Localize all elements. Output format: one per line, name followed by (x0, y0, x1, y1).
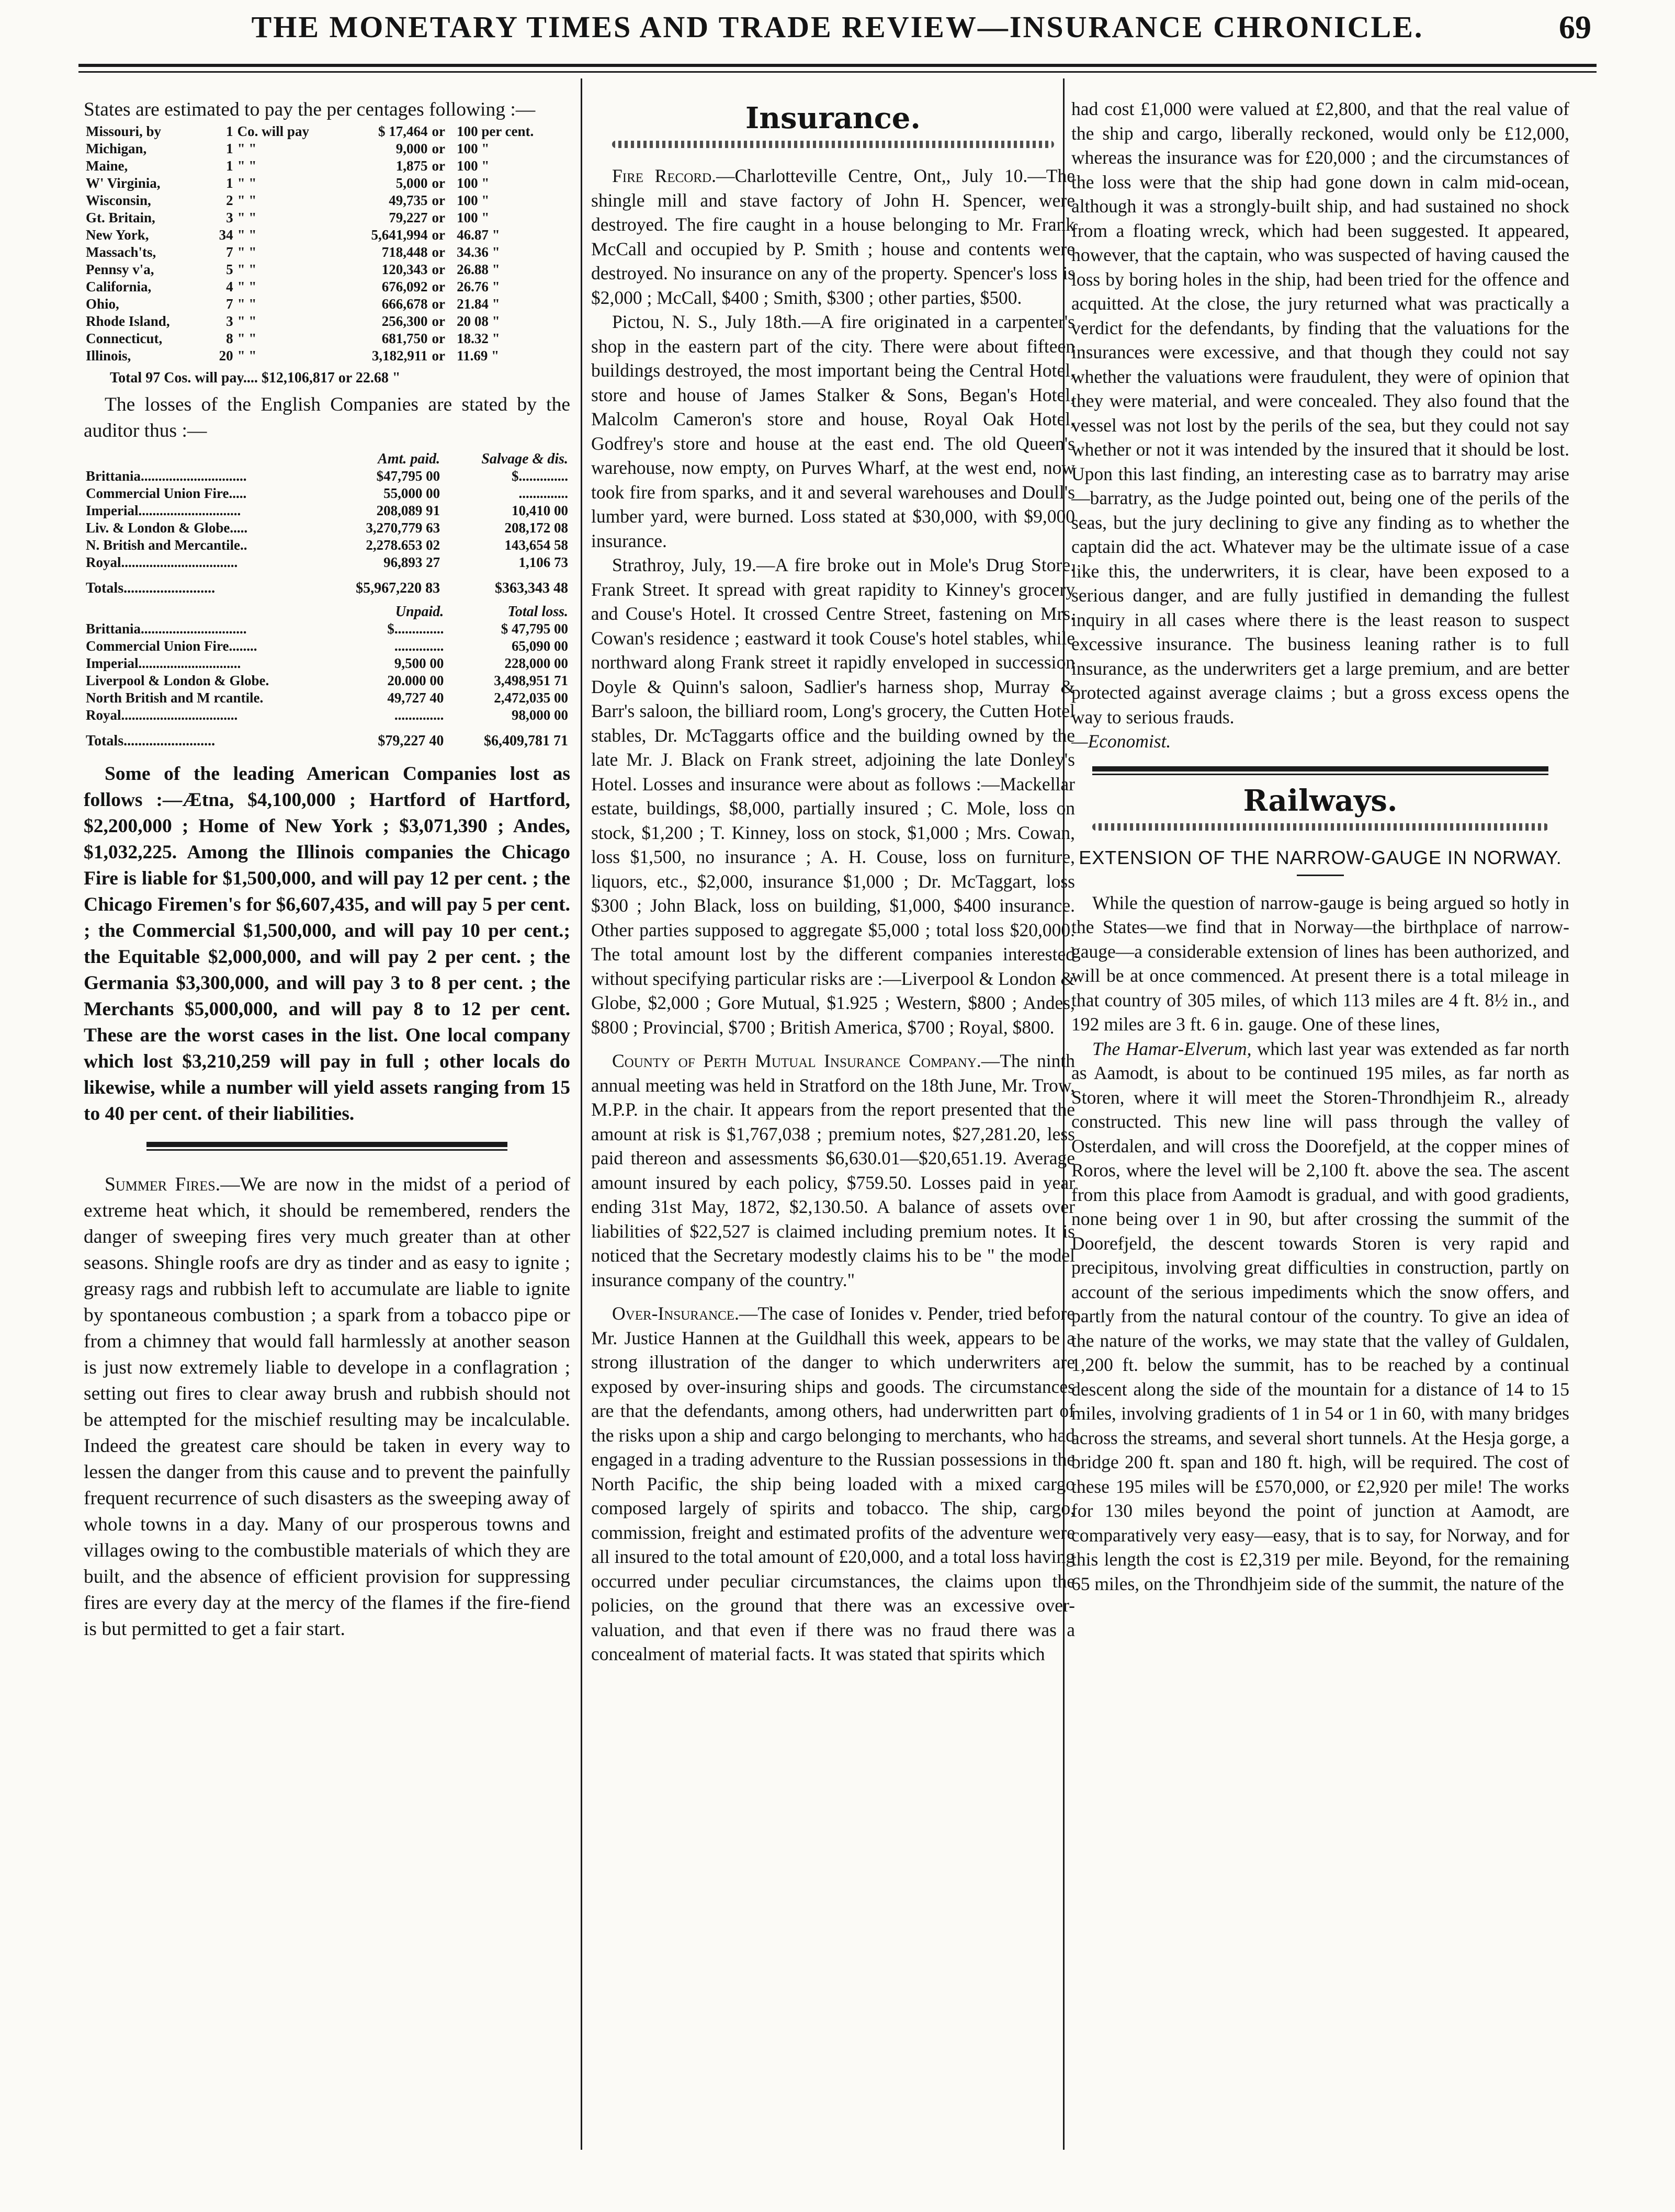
states-cell-pay: " " (237, 227, 257, 243)
norway-para: While the question of narrow-gauge is being argued so hotly in the States—we find that in Norway—the birthplace of narrow-gauge—a considerable extension of lines has been authorized, and will be at once commenced. At present there is a total mileage in that country of 305 miles, of which 113 miles are 4 ft. 8½ in., and 192 miles are 3 ft. 6 in. gauge. One of these lines, (1071, 892, 1569, 1035)
states-cell-cos: 3 (226, 313, 233, 329)
states-cell-cos: 1 (226, 158, 233, 174)
over-insurance-para (591, 1301, 1075, 1666)
losses-row (84, 519, 570, 537)
strathroy-para: Strathroy, July, 19.—A fire broke out in Mole's Drug Store. Frank Street. It spread with great rapidity to Kinney's grocery and Couse's Hotel. It crossed Centre Street, fastening on Mrs. Cowan's residence ; eastward it took Couse's hotel stables, while northward along Frank street it rapidly enveloped in succession Doyle & Quinn's saloon, Sadlier's harness shop, Murray & Barr's saloon, the billiard room, Long's grocery, the Cutten Hotel stables, Dr. McTaggarts office and the building owned by the late Mr. J. Black on Frank street, adjoining the late Donley's Hotel. Losses and insurance were about as follows :—Mackellar estate, buildings, $8,000, partially insured ; C. Mole, loss on stock, $1,200 ; T. Kinney, loss on stock, $1,000 ; Mrs. Cowan, loss $1,500, no insurance ; A. H. Couse, loss on furniture, liquors, etc., $2,000, insurance $1,000 ; Dr. McTaggart, loss $300 ; John Black, loss on building, $1,000, $400 insurance. Other parties supposed to aggregate $5,000 ; total loss $20,000. The total amount lost by the different companies interested without specifying particular risks are :—Liverpool & London & Globe, $2,000 ; Gore Mutual, $1.925 ; Western, $800 ; Andes, $800 ; Provincial, $700 ; British America, $700 ; Royal, $800. (591, 554, 1075, 1038)
unpaid-row (84, 707, 570, 724)
states-cell-or: or (432, 210, 445, 225)
states-cell-pay: " " (237, 244, 257, 260)
header-rule-thick (78, 64, 1597, 67)
losses-cell: $.............. (512, 468, 568, 484)
states-cell-or: or (432, 331, 445, 346)
states-cell-amount: 666,678 (381, 296, 428, 312)
states-cell-pct: 100 " (457, 141, 490, 156)
unpaid-cell: 20.000 00 (387, 673, 444, 688)
states-cell-or: or (432, 192, 445, 208)
perth-body: —The ninth annual meeting was held in Stratford on the 18th June, Mr. Trow, M.P.P. in the chair. It appears from the report presented that the amount at risk is $1,767,038 ; premium notes, $27,281.20, less paid thereon and assessments $6,630.01—$20,651.19. Average amount insured by each policy, $759.50. Losses paid in year ending 31st May, 1872, $2,130.50. A balance of assets over liabilities of $22,527 is claimed including premium notes. It is noticed that the Secretary modestly claims his to be " the model insurance company of the country." (591, 1050, 1075, 1290)
losses-cell: 2,278.653 02 (366, 537, 440, 553)
states-cell-state: Ohio, (86, 296, 119, 312)
unpaid-cell: $.............. (387, 621, 444, 637)
states-cell-amount: 5,000 (395, 175, 428, 191)
unpaid-cell: Commercial Union Fire........ (86, 638, 257, 654)
summer-fires-body: —We are now in the midst of a period of extreme heat which, it should be remembered, renders the danger of sweeping fires very much greater than at other seasons. Shingle roofs are dry as tinder and as easy to ignite ; greasy rags and rubbish left to accumulate are liable to ignite by spontaneous combustion ; a spark from a tobacco pipe or from a chimney that would fall harmlessly at another season is just now extremely liable to develope in a conflagration ; setting out fires to clear away brush and rubbish should not be attempted for the mischief resulting may be incalculable. Indeed the greatest care should be taken in every way to lessen the danger from this cause and to prevent the painfully frequent recurrence of such disasters as the sweeping away of whole towns in a day. Many of our prosperous towns and villages owing to the combustible materials of which they are built, and the absence of efficient provision for suppressing fires are every day at the mercy of the flames if the fire-fiend is but permitted to get a fair start. (84, 1174, 570, 1640)
unpaid-header: Unpaid. (395, 604, 444, 620)
losses-total-cell: $363,343 48 (495, 580, 568, 596)
states-cell-cos: 7 (226, 244, 233, 260)
states-cell-or: or (432, 296, 445, 312)
losses-cell: Liv. & London & Globe..... (86, 520, 248, 536)
losses-cell: 208,172 08 (504, 520, 568, 536)
states-cell-pay: " " (237, 348, 257, 364)
unpaid-row (84, 689, 570, 707)
section-bar-thick-3 (1092, 766, 1548, 772)
losses-table-unpaid (84, 603, 570, 750)
states-row (84, 330, 570, 347)
states-cell-state: New York, (86, 227, 149, 243)
losses-cell: 143,654 58 (504, 537, 568, 553)
losses-header: Salvage & dis. (481, 451, 568, 467)
unpaid-header: Total loss. (507, 604, 568, 620)
losses-total-cell: $5,967,220 83 (356, 580, 440, 596)
losses-cell: 1,106 73 (518, 554, 568, 570)
states-cell-cos: 3 (226, 210, 233, 225)
states-row (84, 278, 570, 296)
states-cell-amount: $ 17,464 (378, 123, 428, 139)
unpaid-cell: North British and M rcantile. (86, 690, 264, 706)
american-companies-para: Some of the leading American Companies lost as follows :—Ætna, $4,100,000 ; Hartford of Hartford, $2,200,000 ; Home of New York ; $3,071,390 ; Andes, $1,032,225. Among the Illinois companies the Chicago Fire is liable for $1,500,000, and will pay 12 per cent. ; the Chicago Firemen's for $6,607,435, and will pay 5 per cent. ; the Commercial $1,500,000, and will pay 10 per cent.; the Equitable $2,000,000, and will pay 2 per cent. ; the Germania $3,300,000, and will pay 3 to 8 per cent. ; the Merchants $5,000,000, and will pay 8 to 12 per cent. These are the worst cases in the list. One local company which lost $3,210,259 will pay in full ; other locals do likewise, while a number will yield assets ranging from 15 to 40 per cent. of their liabilities. (84, 763, 570, 1125)
states-cell-state: Michigan, (86, 141, 147, 156)
states-cell-amount: 1,875 (395, 158, 428, 174)
unpaid-cell: 228,000 00 (504, 655, 568, 671)
summer-fires-lead: Summer Fires. (105, 1174, 221, 1195)
states-cell-pct: 100 " (457, 192, 490, 208)
states-cell-pay: " " (237, 158, 257, 174)
unpaid-row (84, 655, 570, 672)
states-row (84, 123, 570, 140)
perth-lead: County of Perth Mutual Insurance Company. (612, 1050, 981, 1071)
hamar-para (1071, 1037, 1569, 1596)
losses-cell: Commercial Union Fire..... (86, 485, 247, 501)
states-cell-state: Wisconsin, (86, 192, 151, 208)
section-bar-thin-3 (1092, 774, 1548, 775)
states-cell-pct: 26.88 " (457, 262, 500, 277)
states-cell-cos: 1 (226, 175, 233, 191)
states-intro: States are estimated to pay the per centages following :— (84, 99, 536, 120)
heading-ornament (612, 141, 1054, 148)
over-insurance-continued: had cost £1,000 were valued at £2,800, and that the real value of the ship and cargo, liberally reckoned, would only be £12,000, whereas the insurance was for £20,000 ; and the circumstances of the loss were that the ship had gone down in calm mid-ocean, although it was a strongly-built ship, and had sustained no shock from a floating wreck, which had been suggested. It appeared, however, that the captain, who was suspected of having caused the loss by boring holes in the ship, had been tried for the offence and acquitted. At the close, the jury returned what was practically a verdict for the defendants, by finding that the valuations for the insurances were excessive, and that though they could not say whether the valuations were fraudulent, they were of opinion that they were material, and were concealed. They also found that the vessel was not lost by the perils of the sea, but they could not say whether or not it was intended by the insured that it should be lost. Upon this last finding, an interesting case as to barratry may arise—barratry, as the Judge pointed out, being one of the perils of the seas, but the jury declining to give any finding as to whether the captain did the act. Whatever may be the ultimate issue of a case like this, the underwriters, it is clear, have been exposed to a serious danger, and are fully justified in demanding the fullest inquiry in all cases where there is the least reason to suspect excessive insurance. The business leaning rather is to full insurance, as the underwriters get a large premium, and are better protected against average claims ; but a gross excess opens the way to serious frauds. (1071, 98, 1569, 728)
unpaid-cell: .............. (394, 707, 444, 723)
states-row (84, 296, 570, 313)
states-cell-state: California, (86, 279, 152, 294)
states-row (84, 140, 570, 157)
over-insurance-body: —The case of Ionides v. Pender, tried before Mr. Justice Hannen at the Guildhall this week, appears to be a strong illustration of the danger to which underwriters are exposed by over-insuring ships and goods. The circumstances are that the defendants, among others, had underwritten part of the risks upon a ship and cargo belonging to merchants, who had engaged in a trading adventure to the Russian possessions in the North Pacific, the ship being loaded with a mixed cargo composed largely of spirits and tobacco. The ship, cargo, commission, freight and estimated profits of the adventure were all insured to the total amount of £20,000, and a total loss having occurred under peculiar circumstances, the claims upon the policies, on the ground that there was an excessive over-valuation, and that even if there was no fraud there was a concealment of material facts. It was stated that spirits which (591, 1303, 1075, 1664)
states-cell-or: or (432, 279, 445, 294)
insurance-heading: Insurance. (745, 101, 921, 135)
states-cell-state: Pennsy v'a, (86, 262, 154, 277)
header-rule-thin (78, 71, 1597, 73)
states-cell-or: or (432, 123, 445, 139)
section-bar-thin (146, 1149, 507, 1151)
losses-total-cell: Totals......................... (86, 580, 216, 596)
unpaid-cell: $ 47,795 00 (501, 621, 568, 637)
unpaid-total-cell: $79,227 40 (378, 733, 444, 749)
states-cell-pct: 20 08 " (457, 313, 500, 329)
states-cell-state: Maine, (86, 158, 128, 174)
states-cell-pct: 34.36 " (457, 244, 500, 260)
states-table (84, 123, 570, 365)
states-cell-pay: " " (237, 262, 257, 277)
page-header (78, 6, 1597, 64)
column-1 (84, 97, 570, 2152)
states-row (84, 313, 570, 330)
heading-ornament-3 (1092, 823, 1548, 831)
unpaid-cell: Liverpool & London & Globe. (86, 673, 269, 688)
states-cell-pay: " " (237, 210, 257, 225)
states-cell-pay: " " (237, 175, 257, 191)
states-cell-or: or (432, 158, 445, 174)
unpaid-header (84, 603, 347, 620)
losses-intro: The losses of the English Companies are stated by the auditor thus :— (84, 394, 570, 441)
states-cell-amount: 676,092 (381, 279, 428, 294)
states-cell-pct: 46.87 " (457, 227, 500, 243)
states-cell-or: or (432, 141, 445, 156)
unpaid-cell: 65,090 00 (512, 638, 568, 654)
states-cell-pct: 100 " (457, 175, 490, 191)
states-cell-state: Massach'ts, (86, 244, 156, 260)
section-bar-thick (146, 1142, 507, 1147)
over-insurance-lead: Over-Insurance. (612, 1303, 739, 1324)
subheading-rule (1297, 875, 1344, 876)
losses-cell: 3,270,779 63 (366, 520, 440, 536)
states-cell-cos: 8 (226, 331, 233, 346)
running-title: THE MONETARY TIMES AND TRADE REVIEW—INSURANCE CHRONICLE. (251, 10, 1424, 44)
states-row (84, 192, 570, 209)
states-cell-state: Gt. Britain, (86, 210, 155, 225)
fire-record-body: —Charlotteville Centre, Ont,, July 10.—The shingle mill and stave factory of John H. Spencer, were destroyed. The fire caught in a house belonging to Mr. Frank McCall and occupied by P. Smith ; house and contents were destroyed. No insurance on any of the property. Spencer's loss is $2,000 ; McCall, $400 ; Smith, $300 ; other parties, $500. (591, 165, 1075, 308)
states-cell-state: W' Virginia, (86, 175, 161, 191)
losses-header (84, 450, 318, 468)
unpaid-cell: Imperial............................. (86, 655, 241, 671)
hamar-italic: The Hamar-Elverum, (1092, 1038, 1252, 1059)
unpaid-total-cell: $6,409,781 71 (484, 733, 568, 749)
pictou-para: Pictou, N. S., July 18th.—A fire originated in a carpenter's shop in the eastern part of the city. There were about fifteen buildings destroyed, the most important being the Central Hotel, store and house of James Stalker & Sons, Began's Hotel, Malcolm Cameron's store and house, Royal Oak Hotel, Godfrey's store and house at the east end. The old Queen's warehouse, now empty, on Purves Wharf, at the west end, now took fire from sparks, and it and several warehouses and Doull's lumber yard, were burned. Loss stated at $30,000, with $9,000 insurance. (591, 311, 1075, 551)
losses-total-row (84, 571, 570, 597)
states-cell-amount: 256,300 (381, 313, 428, 329)
states-row (84, 157, 570, 175)
losses-header: Amt. paid. (378, 451, 440, 467)
losses-cell: 96,893 27 (383, 554, 440, 570)
states-row (84, 175, 570, 192)
states-cell-cos: 34 (219, 227, 233, 243)
states-cell-amount: 5,641,994 (371, 227, 428, 243)
states-row (84, 261, 570, 278)
states-row (84, 347, 570, 365)
column-divider-1 (581, 78, 582, 2150)
states-cell-pct: 26.76 " (457, 279, 500, 294)
losses-cell: 55,000 00 (383, 485, 440, 501)
states-row (84, 209, 570, 226)
column-2 (591, 97, 1075, 2152)
unpaid-row (84, 620, 570, 638)
fire-record-lead: Fire Record. (612, 165, 716, 186)
states-cell-cos: 2 (226, 192, 233, 208)
unpaid-row (84, 672, 570, 689)
states-cell-or: or (432, 227, 445, 243)
states-cell-pay: " " (237, 296, 257, 312)
states-cell-cos: 5 (226, 262, 233, 277)
states-cell-or: or (432, 313, 445, 329)
unpaid-cell: Brittania.............................. (86, 621, 247, 637)
states-cell-cos: 4 (226, 279, 233, 294)
states-cell-amount: 79,227 (389, 210, 428, 225)
railways-heading: Railways. (1243, 783, 1398, 818)
unpaid-cell: 9,500 00 (394, 655, 444, 671)
unpaid-cell: 2,472,035 00 (494, 690, 568, 706)
perth-para (591, 1049, 1075, 1292)
states-cell-amount: 49,735 (389, 192, 428, 208)
states-row (84, 244, 570, 261)
losses-cell: Royal................................. (86, 554, 238, 570)
states-cell-pay: " " (237, 141, 257, 156)
unpaid-cell: 98,000 00 (512, 707, 568, 723)
losses-row (84, 468, 570, 485)
states-cell-state: Rhode Island, (86, 313, 170, 329)
states-cell-amount: 718,448 (381, 244, 428, 260)
unpaid-total-row (84, 724, 570, 750)
states-cell-state: Illinois, (86, 348, 131, 364)
states-cell-or: or (432, 262, 445, 277)
states-cell-state: Connecticut, (86, 331, 163, 346)
states-cell-pay: " " (237, 192, 257, 208)
states-cell-amount: 120,343 (381, 262, 428, 277)
states-cell-pct: 18.32 " (457, 331, 500, 346)
unpaid-cell: Royal................................. (86, 707, 238, 723)
states-cell-cos: 20 (219, 348, 233, 364)
summer-fires-para (84, 1172, 570, 1642)
economist-credit: —Economist. (1071, 731, 1171, 752)
hamar-body: which last year was extended as far north as Aamodt, is about to be continued 195 miles, as far north as Storen, where it will meet the Storen-Throndhjeim R., already constructed. This new line will pass through the valley of Osterdalen, and will cross the Doorefjeld, at the copper mines of Roros, where the level will be 2,100 ft. above the sea. The ascent from this place from Aamodt is gradual, and with good gradients, none being over 1 in 90, but after crossing the summit of the Doorefjeld, the descent towards Storen is very rapid and precipitous, involving great difficulties in construction, partly on account of the serious impediments which the snow offers, and partly from the natural contour of the country. To give an idea of the nature of the works, we may state that the valley of Guldalen, 1,200 ft. below the summit, has to be reached by a continual descent along the side of the mountain for a distance of 14 to 15 miles, involving gradients of 1 in 54 or 1 in 60, with many bridges across the streams, and several short tunnels. At the Hesja gorge, a bridge 200 ft. span and 180 ft. high, will be required. The cost of these 195 miles will be £570,000, or £2,920 per mile! The works for 130 miles beyond the point of junction at Aamodt, are comparatively very easy—easy, that is to say, for Norway, and for this length the cost is £2,319 per mile. Beyond, for the remaining 65 miles, on the Throndhjeim side of the summit, the nature of the (1071, 1038, 1569, 1594)
unpaid-cell: 49,727 40 (387, 690, 444, 706)
states-cell-pct: 100 " (457, 158, 490, 174)
unpaid-cell: .............. (394, 638, 444, 654)
states-cell-pay: Co. will pay (237, 123, 309, 139)
unpaid-cell: 3,498,951 71 (494, 673, 568, 688)
losses-cell: 10,410 00 (512, 503, 568, 518)
fire-record-para (591, 164, 1075, 310)
states-cell-or: or (432, 348, 445, 364)
losses-row (84, 537, 570, 554)
states-cell-pay: " " (237, 279, 257, 294)
states-cell-cos: 1 (226, 141, 233, 156)
states-cell-pct: 21.84 " (457, 296, 500, 312)
states-cell-pct: 100 " (457, 210, 490, 225)
states-cell-state: Missouri, by (86, 123, 162, 139)
losses-table-paid (84, 450, 570, 597)
states-cell-cos: 1 (226, 123, 233, 139)
states-total: Total 97 Cos. will pay.... $12,106,817 or 22.68 " (110, 370, 401, 386)
states-cell-amount: 3,182,911 (371, 348, 428, 364)
states-cell-pct: 11.69 " (457, 348, 500, 364)
unpaid-total-cell: Totals......................... (86, 733, 216, 749)
states-cell-amount: 9,000 (395, 141, 428, 156)
states-cell-pay: " " (237, 331, 257, 346)
states-row (84, 226, 570, 244)
losses-row (84, 485, 570, 502)
losses-cell: 208,089 91 (376, 503, 440, 518)
states-cell-pay: " " (237, 313, 257, 329)
losses-cell: $47,795 00 (376, 468, 440, 484)
losses-cell: Imperial............................. (86, 503, 241, 518)
losses-cell: .............. (518, 485, 568, 501)
losses-cell: Brittania.............................. (86, 468, 247, 484)
losses-cell: N. British and Mercantile.. (86, 537, 247, 553)
states-cell-or: or (432, 175, 445, 191)
page-number: 69 (1559, 10, 1591, 46)
unpaid-row (84, 638, 570, 655)
losses-row (84, 554, 570, 571)
states-cell-amount: 681,750 (381, 331, 428, 346)
losses-row (84, 502, 570, 519)
states-cell-pct: 100 per cent. (457, 123, 534, 139)
norway-subheading: EXTENSION OF THE NARROW-GAUGE IN NORWAY. (1079, 846, 1562, 868)
column-3 (1071, 97, 1569, 2152)
states-cell-or: or (432, 244, 445, 260)
states-cell-cos: 7 (226, 296, 233, 312)
